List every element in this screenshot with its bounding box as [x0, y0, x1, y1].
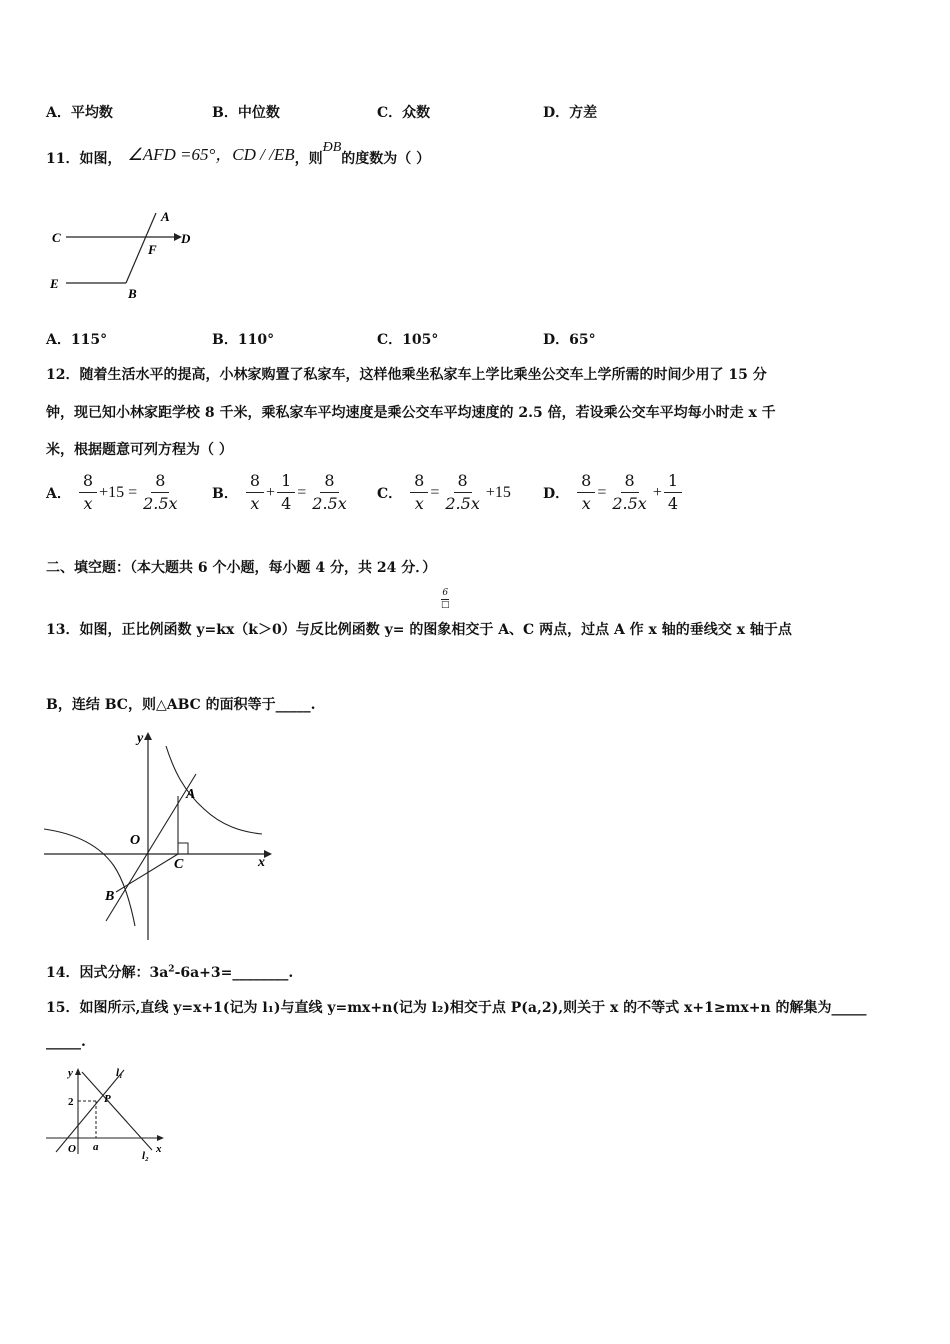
fraction: $\frac{8}{x}$ — [410, 472, 428, 513]
fraction: $\frac{1}{4}$ — [664, 472, 682, 513]
q12-line-2: 钟，现已知小林家距学校 8 千米，乘私家车平均速度是乘公交车平均速度的 2.5 倍，若设乘公交车平均每小时走 x 千 — [46, 405, 776, 421]
fraction: $\frac{8}{2.5x}$ — [445, 471, 480, 513]
label-a: A — [161, 209, 170, 224]
section-title: 二、填空题：（本大题共 6 个小题，每小题 4 分，共 24 分．） — [46, 560, 437, 576]
y-axis-arrow — [144, 732, 152, 740]
q10-option-b: B．中位数 — [212, 105, 280, 121]
q13-figure — [42, 726, 277, 946]
q12-line-1: 12．随着生活水平的提高，小林家购置了私家车，这样他乘坐私家车上学比乘坐公交车上学所需的时间少用了 15 分 — [46, 367, 767, 383]
line-ac — [106, 774, 196, 921]
label-b: B — [105, 889, 115, 904]
line-l1 — [56, 1070, 124, 1152]
x-axis-arrow — [264, 850, 272, 858]
q12-line-3: 米，根据题意可列方程为（ ） — [46, 442, 233, 458]
q13-line-2: B，连结 BC，则△ABC 的面积等于_____. — [46, 697, 316, 713]
fraction: $\frac{1}{4}$ — [277, 472, 295, 513]
q12-option-b: B． $\frac{8}{x}$ + $\frac{1}{4}$ = $\frac{8}{2.5x}$ — [212, 472, 353, 513]
q11-option-b: B．110° — [212, 332, 275, 348]
label-x: x — [258, 855, 265, 870]
label-f: F — [148, 242, 157, 257]
q11-angle: ÐB — [322, 140, 342, 155]
fraction: $\frac{8}{2.5x}$ — [312, 471, 347, 513]
label-o: O — [130, 833, 141, 848]
label-y: y — [68, 1067, 73, 1079]
q15-line-1: 15．如图所示,直线 y=x+1(记为 l₁)与直线 y=mx+n(记为 l₂)相交于点 P(a,2),则关于 x 的不等式 x+1≥mx+n 的解集为_____ — [46, 1000, 867, 1016]
q11-option-c: C．105° — [377, 332, 439, 348]
fraction: $\frac{8}{x}$ — [246, 472, 264, 513]
segment-bc — [116, 854, 178, 892]
label-y: y — [137, 731, 144, 746]
q11-condition: ∠AFD =65°，CD / /EB — [127, 145, 295, 164]
q10-option-d: D．方差 — [543, 105, 598, 121]
fraction: $\frac{8}{2.5x}$ — [143, 471, 178, 513]
q12-option-d: D． $\frac{8}{x}$ = $\frac{8}{2.5x}$ + $\frac{1}{4}$ — [543, 472, 684, 513]
fraction: $\frac{8}{x}$ — [577, 472, 595, 513]
q14: 14．因式分解：$3a^2-6a+3=\_\_\_\_\_\_\_\_$. — [46, 964, 294, 981]
label-d: D — [181, 231, 191, 246]
fraction: $\frac{8}{x}$ — [79, 472, 97, 513]
q12-option-a: A． $\frac{8}{x}$ +15 = $\frac{8}{2.5x}$ — [46, 472, 184, 513]
q11-option-d: D．65° — [543, 332, 596, 348]
q15-line-2: _____. — [46, 1034, 86, 1050]
label-p: P — [104, 1093, 111, 1105]
label-b: B — [128, 286, 137, 301]
label-a: a — [93, 1141, 99, 1153]
y-axis-arrow — [75, 1068, 81, 1075]
q10-option-a: A．平均数 — [46, 105, 113, 121]
label-x: x — [156, 1143, 162, 1155]
right-angle-mark — [178, 843, 188, 854]
hyperbola-lower — [44, 829, 135, 926]
x-axis-arrow — [157, 1135, 164, 1141]
q11-figure — [44, 205, 204, 305]
label-e: E — [50, 276, 59, 291]
fraction: $\frac{8}{2.5x}$ — [612, 471, 647, 513]
q11-option-a: A．115° — [46, 332, 108, 348]
label-o: O — [68, 1143, 76, 1155]
q10-option-c: C．众数 — [377, 105, 431, 121]
q15-figure — [44, 1062, 174, 1162]
label-c: C — [174, 857, 184, 872]
label-l2: l₂ — [142, 1150, 149, 1162]
hyperbola-upper — [166, 746, 262, 834]
q11-stem: 11． 如图， ∠AFD =65°，CD / /EB ，则 ÐB 的度数为（ ） — [46, 140, 431, 167]
q12-option-c: C． $\frac{8}{x}$ = $\frac{8}{2.5x}$ +15 — [377, 471, 511, 513]
label-c: C — [52, 230, 61, 245]
q13-line-1: 13．如图，正比例函数 y=kx（k＞0）与反比例函数 y= 的图象相交于 A、C 两点，过点 A 作 x 轴的垂线交 x 轴于点 — [46, 622, 792, 638]
label-two: 2 — [68, 1096, 74, 1108]
label-a: A — [186, 787, 196, 802]
q13-small-fraction: 6 □ — [441, 588, 450, 610]
label-l1: l₁ — [116, 1067, 123, 1079]
